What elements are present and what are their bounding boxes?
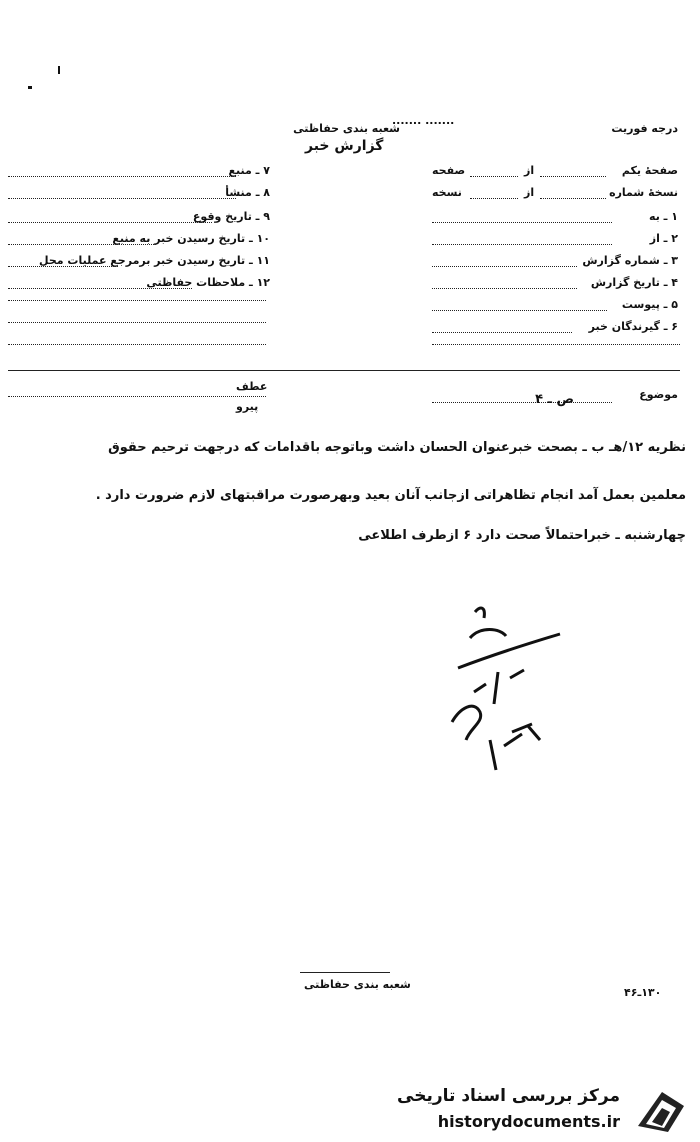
- right-field-label: صفحهٔ یکم: [621, 164, 678, 177]
- footer-security-label: شعبه بندی حفاظتی: [304, 978, 411, 991]
- right-field-dots: [432, 222, 612, 223]
- stray-mark: [58, 66, 60, 74]
- right-field-page-word: نسخه: [432, 186, 462, 199]
- right-field-label: ۴ ـ تاریخ گزارش: [590, 276, 678, 289]
- form-code: ۱۳۰ـ۴۶: [624, 986, 662, 999]
- right-blank-dots: [432, 344, 680, 345]
- body-line-3: چهارشنبه ـ خبراحتمالاً صحت دارد ۶ ازطرف اطلاعی: [358, 528, 686, 543]
- left-field-label: ۱۰ ـ تاریخ رسیدن خبر به منبع: [112, 232, 270, 245]
- left-field-label: ۹ ـ تاریخ وقوع: [192, 210, 270, 223]
- security-class-label: شعبه بندی حفاظتی: [293, 122, 400, 135]
- left-field-label: ۷ ـ منبع: [228, 164, 270, 177]
- form-title: گزارش خبر: [305, 138, 384, 154]
- body-line-2: معلمین بعمل آمد انجام تظاهراتی ازجانب آنان بعید وبهرصورت مراقبتهای لازم ضرورت دارد .: [95, 488, 686, 503]
- right-field-label: ۲ ـ از: [649, 232, 678, 245]
- left-field-dots: [8, 198, 236, 199]
- handwritten-note: [440, 600, 590, 780]
- stray-mark: [28, 86, 32, 89]
- left-blank-dots: [8, 344, 266, 345]
- right-field-label: ۳ ـ شماره گزارش: [582, 254, 678, 267]
- left-field-dots: [8, 288, 192, 289]
- right-field-dots: [432, 332, 572, 333]
- right-field-label: نسخهٔ شماره: [609, 186, 678, 199]
- archive-name: مرکز بررسی اسناد تاریخی: [397, 1086, 620, 1106]
- watermark: [0, 1082, 700, 1142]
- left-field-dots: [8, 244, 156, 245]
- urgency-label: درجه فوریت: [611, 122, 678, 135]
- right-field-page-word: صفحه: [432, 164, 466, 177]
- followup-label: پیرو: [236, 400, 259, 413]
- subject-label: موضوع: [639, 388, 678, 401]
- footer-rule: [300, 972, 390, 973]
- right-field-dots: [432, 310, 607, 311]
- left-field-dots: [8, 266, 118, 267]
- subject-top-rule: [8, 370, 680, 371]
- left-blank-dots: [8, 322, 266, 323]
- right-field-dots: [432, 288, 577, 289]
- right-field-from: از: [524, 186, 535, 199]
- left-blank-dots: [8, 300, 266, 301]
- right-field-dots: [540, 198, 606, 199]
- left-field-dots: [8, 222, 212, 223]
- subject-value: ص ـ ۴: [535, 392, 574, 407]
- right-field-dots: [432, 244, 612, 245]
- right-field-label: ۵ ـ پیوست: [621, 298, 678, 311]
- left-field-label: ۸ ـ منشأ: [225, 186, 270, 199]
- reference-dots: [8, 396, 266, 397]
- left-field-label: ۱۱ ـ تاریخ رسیدن خبر برمرجع عملیات محل: [39, 254, 270, 267]
- right-field-label: ۱ ـ به: [649, 210, 678, 223]
- archive-logo-icon: [632, 1086, 688, 1138]
- right-field-dots: [470, 176, 518, 177]
- right-field-dots: [540, 176, 606, 177]
- security-class-dashes: ....... .......: [392, 114, 455, 127]
- body-line-1: نظریه ۱۲/هـ ب ـ بصحت خبرعنوان الحسان داشت وباتوجه باقدامات که درجهت ترحیم حقوق: [108, 440, 686, 455]
- reference-label: عطف: [236, 380, 268, 393]
- right-field-dots: [432, 266, 577, 267]
- subject-dots: [432, 402, 612, 403]
- right-field-dots: [470, 198, 518, 199]
- left-field-label: ۱۲ ـ ملاحظات حفاظتی: [146, 276, 270, 289]
- right-field-from: از: [524, 164, 535, 177]
- archive-url: historydocuments.ir: [437, 1112, 620, 1131]
- right-field-label: ۶ ـ گیرندگان خبر: [588, 320, 678, 333]
- left-field-dots: [8, 176, 236, 177]
